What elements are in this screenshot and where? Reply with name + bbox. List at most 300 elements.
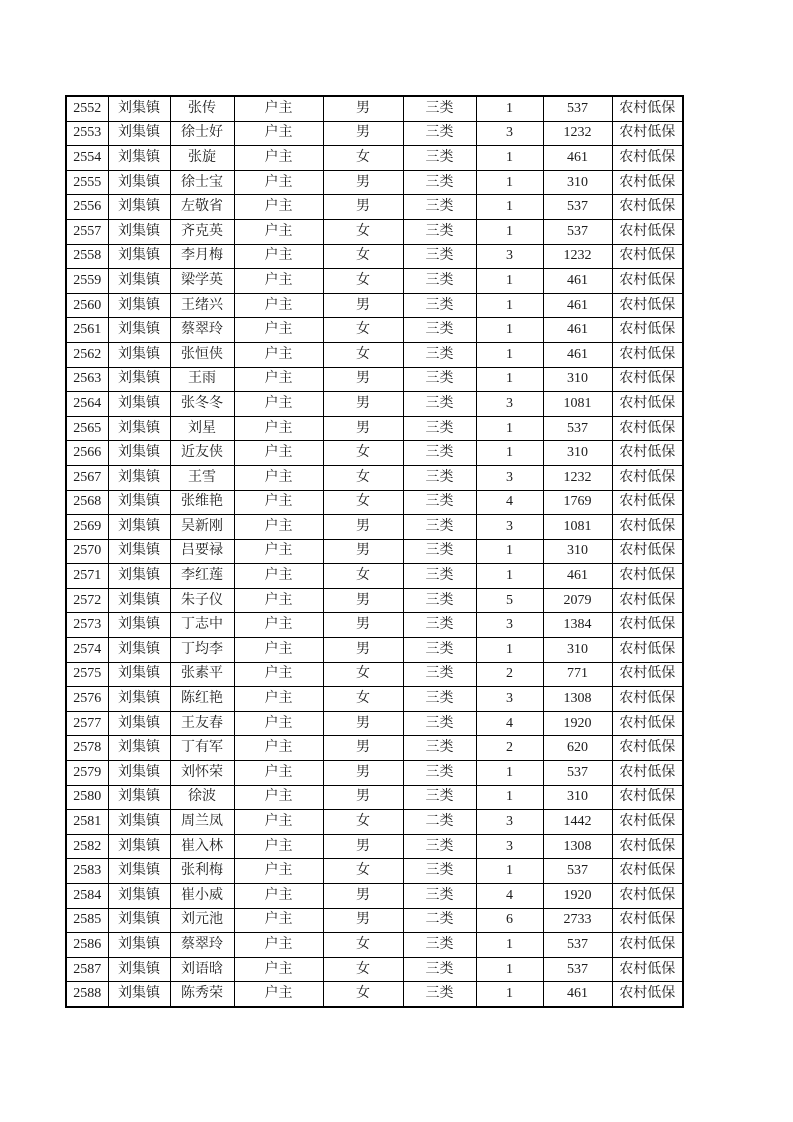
cell-gender: 男 <box>323 613 403 638</box>
cell-category: 三类 <box>403 957 476 982</box>
table-row <box>66 662 683 687</box>
table-row <box>66 564 683 589</box>
cell-aid-type: 农村低保 <box>612 810 683 835</box>
cell-amount: 461 <box>543 982 612 1007</box>
cell-relation: 户主 <box>234 416 323 441</box>
table-row <box>66 219 683 244</box>
cell-amount: 310 <box>543 367 612 392</box>
cell-aid-type: 农村低保 <box>612 613 683 638</box>
cell-row-number: 2558 <box>66 244 108 269</box>
table-row <box>66 269 683 294</box>
cell-row-number: 2582 <box>66 834 108 859</box>
cell-relation: 户主 <box>234 219 323 244</box>
cell-gender: 男 <box>323 539 403 564</box>
cell-count: 2 <box>476 736 543 761</box>
cell-row-number: 2566 <box>66 441 108 466</box>
cell-name: 刘元池 <box>170 908 234 933</box>
table-row <box>66 96 683 121</box>
cell-relation: 户主 <box>234 957 323 982</box>
cell-relation: 户主 <box>234 515 323 540</box>
cell-gender: 女 <box>323 982 403 1007</box>
cell-count: 1 <box>476 146 543 171</box>
cell-aid-type: 农村低保 <box>612 96 683 121</box>
cell-count: 3 <box>476 687 543 712</box>
table-row <box>66 146 683 171</box>
cell-category: 三类 <box>403 933 476 958</box>
cell-relation: 户主 <box>234 318 323 343</box>
cell-relation: 户主 <box>234 613 323 638</box>
cell-relation: 户主 <box>234 884 323 909</box>
cell-name: 李月梅 <box>170 244 234 269</box>
cell-town: 刘集镇 <box>108 293 170 318</box>
table-row <box>66 293 683 318</box>
cell-gender: 女 <box>323 441 403 466</box>
cell-row-number: 2579 <box>66 761 108 786</box>
cell-town: 刘集镇 <box>108 687 170 712</box>
cell-name: 刘怀荣 <box>170 761 234 786</box>
cell-town: 刘集镇 <box>108 318 170 343</box>
table-row <box>66 908 683 933</box>
cell-gender: 男 <box>323 785 403 810</box>
cell-gender: 女 <box>323 219 403 244</box>
records-tbody <box>66 96 683 1007</box>
cell-aid-type: 农村低保 <box>612 293 683 318</box>
cell-count: 1 <box>476 441 543 466</box>
cell-category: 三类 <box>403 785 476 810</box>
cell-count: 6 <box>476 908 543 933</box>
cell-amount: 310 <box>543 441 612 466</box>
cell-relation: 户主 <box>234 834 323 859</box>
cell-row-number: 2553 <box>66 121 108 146</box>
cell-name: 张维艳 <box>170 490 234 515</box>
cell-category: 三类 <box>403 982 476 1007</box>
cell-aid-type: 农村低保 <box>612 711 683 736</box>
cell-aid-type: 农村低保 <box>612 908 683 933</box>
table-row <box>66 539 683 564</box>
cell-relation: 户主 <box>234 810 323 835</box>
cell-category: 三类 <box>403 146 476 171</box>
cell-row-number: 2555 <box>66 170 108 195</box>
cell-count: 1 <box>476 318 543 343</box>
cell-amount: 537 <box>543 219 612 244</box>
cell-row-number: 2560 <box>66 293 108 318</box>
cell-row-number: 2556 <box>66 195 108 220</box>
cell-relation: 户主 <box>234 392 323 417</box>
table-row <box>66 711 683 736</box>
cell-name: 近友侠 <box>170 441 234 466</box>
cell-relation: 户主 <box>234 195 323 220</box>
cell-relation: 户主 <box>234 908 323 933</box>
cell-aid-type: 农村低保 <box>612 269 683 294</box>
cell-gender: 女 <box>323 859 403 884</box>
table-row <box>66 465 683 490</box>
cell-row-number: 2578 <box>66 736 108 761</box>
cell-category: 三类 <box>403 859 476 884</box>
cell-row-number: 2583 <box>66 859 108 884</box>
cell-town: 刘集镇 <box>108 933 170 958</box>
cell-name: 徐士好 <box>170 121 234 146</box>
cell-row-number: 2574 <box>66 638 108 663</box>
table-row <box>66 342 683 367</box>
cell-aid-type: 农村低保 <box>612 785 683 810</box>
cell-town: 刘集镇 <box>108 884 170 909</box>
cell-name: 王雨 <box>170 367 234 392</box>
cell-town: 刘集镇 <box>108 441 170 466</box>
table-row <box>66 588 683 613</box>
cell-gender: 男 <box>323 195 403 220</box>
cell-town: 刘集镇 <box>108 195 170 220</box>
cell-amount: 1442 <box>543 810 612 835</box>
cell-count: 1 <box>476 982 543 1007</box>
cell-category: 三类 <box>403 884 476 909</box>
cell-count: 4 <box>476 490 543 515</box>
cell-aid-type: 农村低保 <box>612 367 683 392</box>
cell-gender: 女 <box>323 318 403 343</box>
cell-count: 1 <box>476 342 543 367</box>
cell-amount: 1920 <box>543 711 612 736</box>
table-row <box>66 884 683 909</box>
cell-relation: 户主 <box>234 146 323 171</box>
table-row <box>66 515 683 540</box>
cell-name: 张恒侠 <box>170 342 234 367</box>
cell-category: 三类 <box>403 121 476 146</box>
cell-gender: 男 <box>323 638 403 663</box>
cell-category: 三类 <box>403 392 476 417</box>
cell-town: 刘集镇 <box>108 416 170 441</box>
cell-name: 崔小威 <box>170 884 234 909</box>
cell-aid-type: 农村低保 <box>612 121 683 146</box>
cell-name: 张素平 <box>170 662 234 687</box>
cell-name: 张传 <box>170 96 234 121</box>
cell-gender: 女 <box>323 244 403 269</box>
cell-amount: 1232 <box>543 244 612 269</box>
cell-row-number: 2559 <box>66 269 108 294</box>
cell-gender: 女 <box>323 490 403 515</box>
cell-name: 周兰凤 <box>170 810 234 835</box>
cell-name: 刘语晗 <box>170 957 234 982</box>
cell-count: 3 <box>476 834 543 859</box>
cell-gender: 男 <box>323 588 403 613</box>
cell-town: 刘集镇 <box>108 957 170 982</box>
cell-count: 1 <box>476 195 543 220</box>
cell-aid-type: 农村低保 <box>612 195 683 220</box>
cell-town: 刘集镇 <box>108 908 170 933</box>
cell-count: 3 <box>476 613 543 638</box>
cell-count: 4 <box>476 711 543 736</box>
cell-gender: 男 <box>323 908 403 933</box>
cell-category: 三类 <box>403 416 476 441</box>
cell-town: 刘集镇 <box>108 982 170 1007</box>
cell-count: 1 <box>476 96 543 121</box>
cell-relation: 户主 <box>234 244 323 269</box>
table-row <box>66 367 683 392</box>
cell-category: 三类 <box>403 293 476 318</box>
cell-gender: 女 <box>323 687 403 712</box>
cell-amount: 310 <box>543 539 612 564</box>
cell-amount: 461 <box>543 342 612 367</box>
cell-category: 三类 <box>403 687 476 712</box>
cell-town: 刘集镇 <box>108 638 170 663</box>
cell-name: 徐士宝 <box>170 170 234 195</box>
cell-row-number: 2552 <box>66 96 108 121</box>
cell-row-number: 2554 <box>66 146 108 171</box>
cell-name: 崔入林 <box>170 834 234 859</box>
cell-amount: 461 <box>543 293 612 318</box>
cell-row-number: 2585 <box>66 908 108 933</box>
table-row <box>66 121 683 146</box>
cell-name: 丁有军 <box>170 736 234 761</box>
cell-town: 刘集镇 <box>108 515 170 540</box>
cell-category: 三类 <box>403 195 476 220</box>
cell-count: 1 <box>476 859 543 884</box>
cell-row-number: 2580 <box>66 785 108 810</box>
cell-count: 1 <box>476 170 543 195</box>
cell-gender: 女 <box>323 564 403 589</box>
cell-aid-type: 农村低保 <box>612 416 683 441</box>
cell-category: 三类 <box>403 711 476 736</box>
cell-row-number: 2568 <box>66 490 108 515</box>
cell-name: 王绪兴 <box>170 293 234 318</box>
cell-category: 三类 <box>403 736 476 761</box>
cell-category: 三类 <box>403 441 476 466</box>
cell-count: 1 <box>476 367 543 392</box>
cell-gender: 男 <box>323 170 403 195</box>
cell-category: 三类 <box>403 638 476 663</box>
table-row <box>66 244 683 269</box>
cell-amount: 1081 <box>543 515 612 540</box>
cell-aid-type: 农村低保 <box>612 859 683 884</box>
cell-category: 三类 <box>403 244 476 269</box>
cell-name: 张旋 <box>170 146 234 171</box>
cell-count: 2 <box>476 662 543 687</box>
cell-gender: 女 <box>323 662 403 687</box>
cell-town: 刘集镇 <box>108 392 170 417</box>
cell-town: 刘集镇 <box>108 146 170 171</box>
cell-aid-type: 农村低保 <box>612 588 683 613</box>
cell-relation: 户主 <box>234 269 323 294</box>
cell-relation: 户主 <box>234 859 323 884</box>
cell-town: 刘集镇 <box>108 244 170 269</box>
cell-amount: 1920 <box>543 884 612 909</box>
cell-row-number: 2572 <box>66 588 108 613</box>
cell-town: 刘集镇 <box>108 219 170 244</box>
cell-count: 1 <box>476 957 543 982</box>
cell-row-number: 2569 <box>66 515 108 540</box>
cell-amount: 537 <box>543 416 612 441</box>
cell-relation: 户主 <box>234 539 323 564</box>
cell-category: 三类 <box>403 588 476 613</box>
cell-relation: 户主 <box>234 170 323 195</box>
cell-aid-type: 农村低保 <box>612 687 683 712</box>
cell-name: 齐克英 <box>170 219 234 244</box>
table-row <box>66 195 683 220</box>
cell-category: 二类 <box>403 908 476 933</box>
table-row <box>66 490 683 515</box>
cell-amount: 310 <box>543 170 612 195</box>
cell-amount: 310 <box>543 785 612 810</box>
cell-relation: 户主 <box>234 96 323 121</box>
cell-town: 刘集镇 <box>108 269 170 294</box>
cell-aid-type: 农村低保 <box>612 761 683 786</box>
cell-town: 刘集镇 <box>108 342 170 367</box>
cell-gender: 女 <box>323 146 403 171</box>
cell-relation: 户主 <box>234 933 323 958</box>
cell-category: 三类 <box>403 564 476 589</box>
cell-category: 三类 <box>403 367 476 392</box>
cell-category: 三类 <box>403 465 476 490</box>
cell-count: 1 <box>476 219 543 244</box>
cell-category: 三类 <box>403 96 476 121</box>
cell-gender: 女 <box>323 957 403 982</box>
cell-gender: 女 <box>323 933 403 958</box>
cell-name: 蔡翠玲 <box>170 318 234 343</box>
table-row <box>66 736 683 761</box>
cell-category: 三类 <box>403 662 476 687</box>
cell-town: 刘集镇 <box>108 834 170 859</box>
cell-relation: 户主 <box>234 687 323 712</box>
cell-aid-type: 农村低保 <box>612 736 683 761</box>
cell-amount: 537 <box>543 933 612 958</box>
cell-town: 刘集镇 <box>108 810 170 835</box>
table-row <box>66 638 683 663</box>
cell-amount: 461 <box>543 564 612 589</box>
cell-name: 吴新刚 <box>170 515 234 540</box>
cell-amount: 537 <box>543 761 612 786</box>
cell-name: 王友春 <box>170 711 234 736</box>
cell-aid-type: 农村低保 <box>612 884 683 909</box>
cell-category: 三类 <box>403 515 476 540</box>
cell-row-number: 2573 <box>66 613 108 638</box>
cell-aid-type: 农村低保 <box>612 490 683 515</box>
cell-name: 左敬省 <box>170 195 234 220</box>
cell-name: 吕要禄 <box>170 539 234 564</box>
cell-gender: 男 <box>323 884 403 909</box>
cell-category: 三类 <box>403 834 476 859</box>
cell-name: 丁均李 <box>170 638 234 663</box>
cell-amount: 1308 <box>543 834 612 859</box>
cell-aid-type: 农村低保 <box>612 539 683 564</box>
cell-row-number: 2567 <box>66 465 108 490</box>
cell-row-number: 2577 <box>66 711 108 736</box>
cell-category: 三类 <box>403 761 476 786</box>
cell-row-number: 2565 <box>66 416 108 441</box>
table-row <box>66 416 683 441</box>
table-row <box>66 761 683 786</box>
cell-town: 刘集镇 <box>108 613 170 638</box>
cell-town: 刘集镇 <box>108 859 170 884</box>
cell-category: 三类 <box>403 170 476 195</box>
cell-gender: 男 <box>323 416 403 441</box>
cell-count: 1 <box>476 564 543 589</box>
cell-gender: 男 <box>323 96 403 121</box>
table-row <box>66 392 683 417</box>
table-row <box>66 859 683 884</box>
cell-count: 5 <box>476 588 543 613</box>
cell-town: 刘集镇 <box>108 588 170 613</box>
cell-aid-type: 农村低保 <box>612 662 683 687</box>
cell-name: 蔡翠玲 <box>170 933 234 958</box>
cell-name: 李红莲 <box>170 564 234 589</box>
cell-name: 徐波 <box>170 785 234 810</box>
table-row <box>66 441 683 466</box>
cell-count: 4 <box>476 884 543 909</box>
cell-count: 3 <box>476 121 543 146</box>
cell-gender: 男 <box>323 515 403 540</box>
table-row <box>66 957 683 982</box>
cell-town: 刘集镇 <box>108 564 170 589</box>
cell-aid-type: 农村低保 <box>612 465 683 490</box>
cell-name: 朱子仪 <box>170 588 234 613</box>
table-row <box>66 318 683 343</box>
cell-relation: 户主 <box>234 121 323 146</box>
cell-count: 3 <box>476 465 543 490</box>
cell-aid-type: 农村低保 <box>612 392 683 417</box>
cell-relation: 户主 <box>234 367 323 392</box>
cell-gender: 女 <box>323 269 403 294</box>
cell-row-number: 2563 <box>66 367 108 392</box>
cell-aid-type: 农村低保 <box>612 933 683 958</box>
cell-category: 三类 <box>403 318 476 343</box>
cell-count: 1 <box>476 638 543 663</box>
cell-name: 张冬冬 <box>170 392 234 417</box>
cell-count: 3 <box>476 810 543 835</box>
cell-row-number: 2576 <box>66 687 108 712</box>
cell-category: 三类 <box>403 613 476 638</box>
cell-count: 1 <box>476 933 543 958</box>
cell-name: 刘星 <box>170 416 234 441</box>
cell-row-number: 2587 <box>66 957 108 982</box>
cell-category: 三类 <box>403 342 476 367</box>
cell-relation: 户主 <box>234 662 323 687</box>
cell-amount: 310 <box>543 638 612 663</box>
cell-count: 1 <box>476 539 543 564</box>
cell-gender: 女 <box>323 465 403 490</box>
cell-town: 刘集镇 <box>108 121 170 146</box>
cell-amount: 537 <box>543 96 612 121</box>
cell-gender: 男 <box>323 367 403 392</box>
cell-amount: 537 <box>543 957 612 982</box>
cell-gender: 男 <box>323 736 403 761</box>
cell-aid-type: 农村低保 <box>612 219 683 244</box>
cell-amount: 620 <box>543 736 612 761</box>
cell-category: 三类 <box>403 539 476 564</box>
table-row <box>66 982 683 1007</box>
cell-amount: 461 <box>543 318 612 343</box>
cell-relation: 户主 <box>234 638 323 663</box>
cell-row-number: 2586 <box>66 933 108 958</box>
cell-town: 刘集镇 <box>108 711 170 736</box>
cell-aid-type: 农村低保 <box>612 957 683 982</box>
cell-amount: 2079 <box>543 588 612 613</box>
cell-town: 刘集镇 <box>108 539 170 564</box>
cell-relation: 户主 <box>234 465 323 490</box>
cell-name: 丁志中 <box>170 613 234 638</box>
cell-row-number: 2571 <box>66 564 108 589</box>
cell-amount: 461 <box>543 146 612 171</box>
cell-town: 刘集镇 <box>108 761 170 786</box>
records-table-container <box>65 95 684 1008</box>
cell-count: 1 <box>476 293 543 318</box>
table-row <box>66 834 683 859</box>
cell-row-number: 2557 <box>66 219 108 244</box>
cell-amount: 1384 <box>543 613 612 638</box>
cell-town: 刘集镇 <box>108 662 170 687</box>
cell-aid-type: 农村低保 <box>612 244 683 269</box>
cell-count: 3 <box>476 244 543 269</box>
cell-category: 三类 <box>403 490 476 515</box>
table-row <box>66 613 683 638</box>
cell-count: 1 <box>476 761 543 786</box>
